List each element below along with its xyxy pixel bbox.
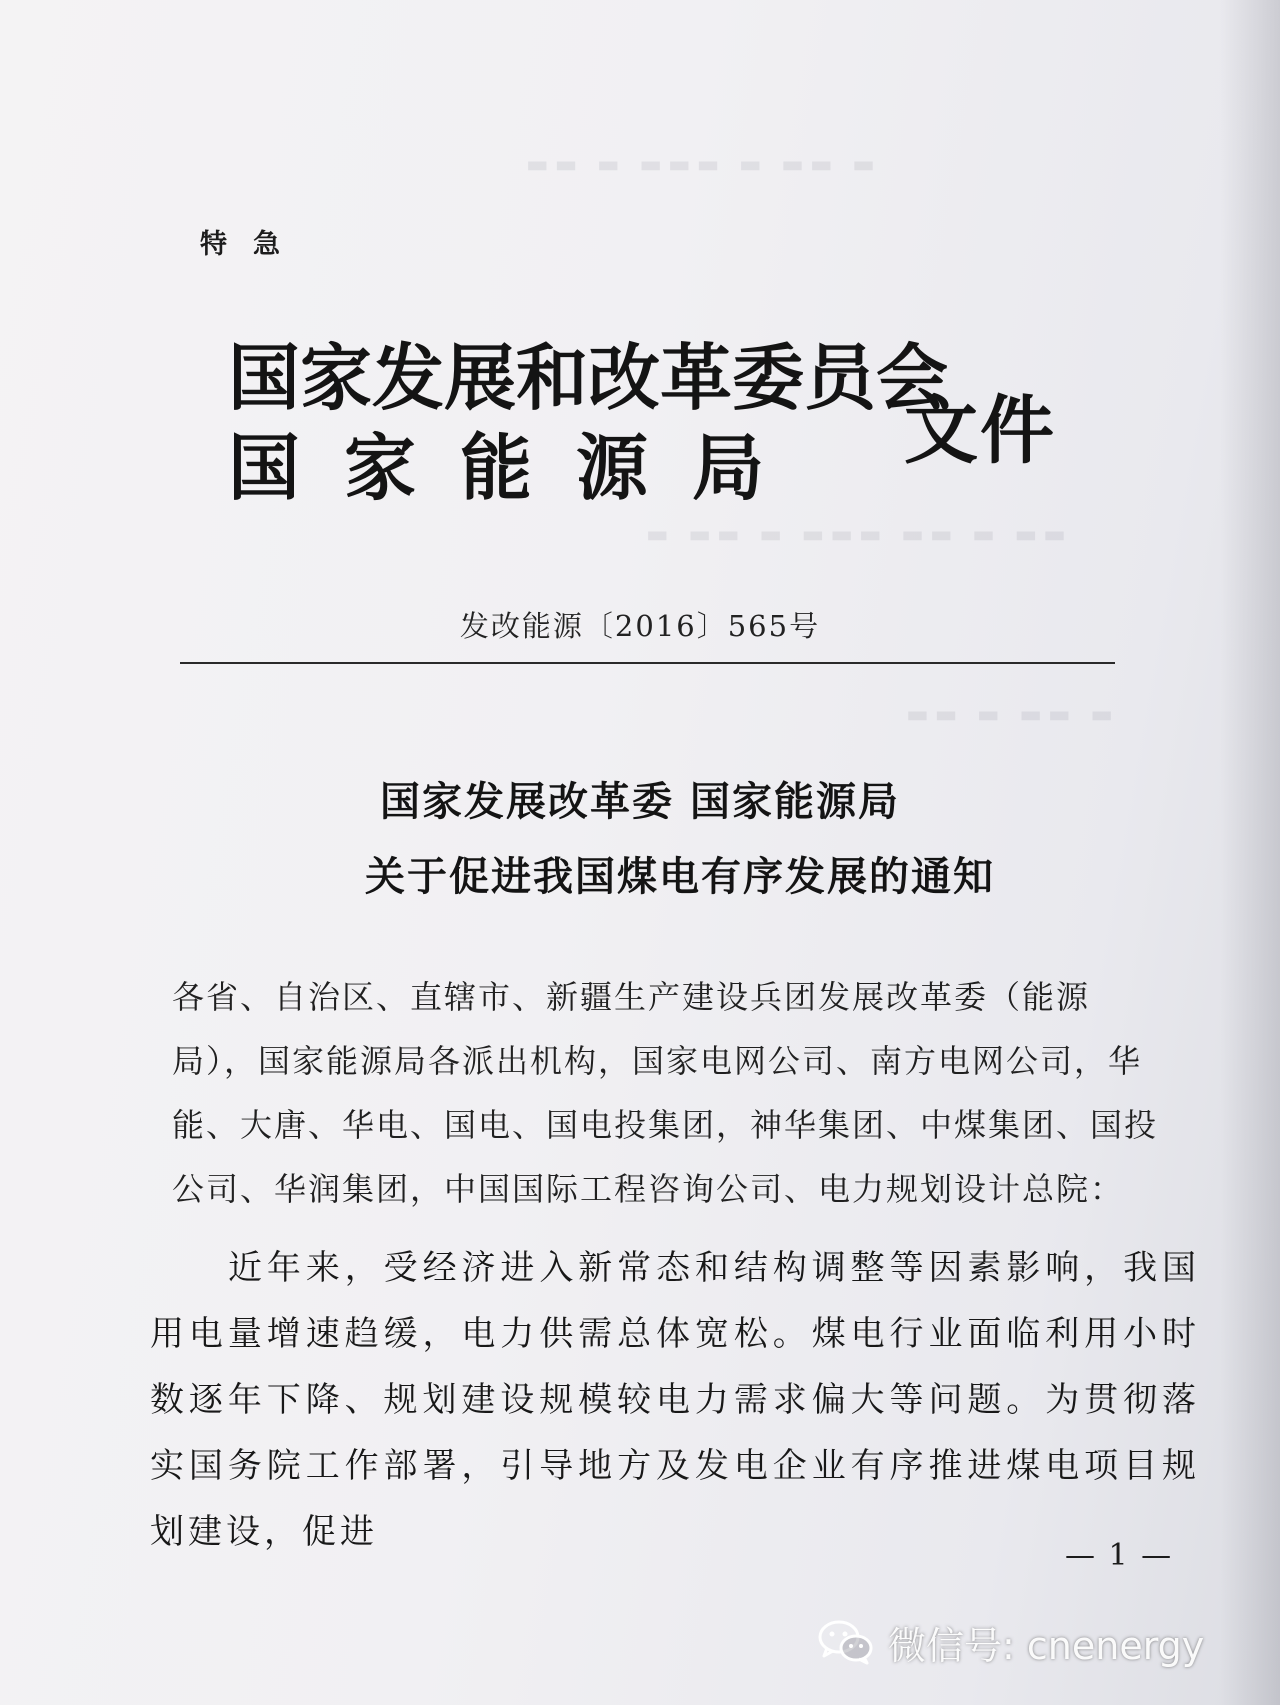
watermark xyxy=(818,1614,1204,1670)
notice-title-line-2: 关于促进我国煤电有序发展的通知 xyxy=(365,853,995,900)
header-divider xyxy=(180,662,1115,664)
issuer-line-1: 国家发展和改革委员会 xyxy=(228,335,949,420)
document-number: 发改能源〔2016〕565号 xyxy=(459,609,821,643)
page-number: — 1 — xyxy=(1065,1538,1174,1573)
show-through-mark: ▬▬ ▬ ▬▬ ▬▬▬ ▬ ▬▬ ▬ xyxy=(640,520,1066,548)
addressee-block: 各省、自治区、直辖市、新疆生产建设兵团发展改革委（能源局），国家能源局各派出机构，国家电网公司、南方电网公司，华能、大唐、华电、国电、国电投集团，神华集团、中煤集团、国投公司、华润集团，中国国际工程咨询公司、电力规划设计总院： xyxy=(172,978,1159,1208)
show-through-mark: ▬ ▬▬ ▬ ▬▬▬ ▬ ▬▬ xyxy=(520,150,875,178)
body-paragraph: 近年来，受经济进入新常态和结构调整等因素影响，我国用电量增速趋缓，电力供需总体宽松。煤电行业面临利用小时数逐年下降、规划建设规模较电力需求偏大等问题。为贯彻落实国务院工作部署，引导地方及发电企业有序推进煤电项目规划建设，促进 xyxy=(150,1248,1200,1552)
watermark-text: 微信号: cnenergy xyxy=(888,1623,1205,1668)
wechat-icon xyxy=(818,1618,874,1666)
show-through-mark: ▬ ▬▬ ▬ ▬▬ xyxy=(900,700,1113,728)
issuer-line-2: 国家能源局 xyxy=(228,425,809,510)
urgency-label: 特急 xyxy=(200,229,306,260)
document-type-label: 文件 xyxy=(904,388,1056,474)
notice-title-line-1: 国家发展改革委 国家能源局 xyxy=(380,778,900,825)
